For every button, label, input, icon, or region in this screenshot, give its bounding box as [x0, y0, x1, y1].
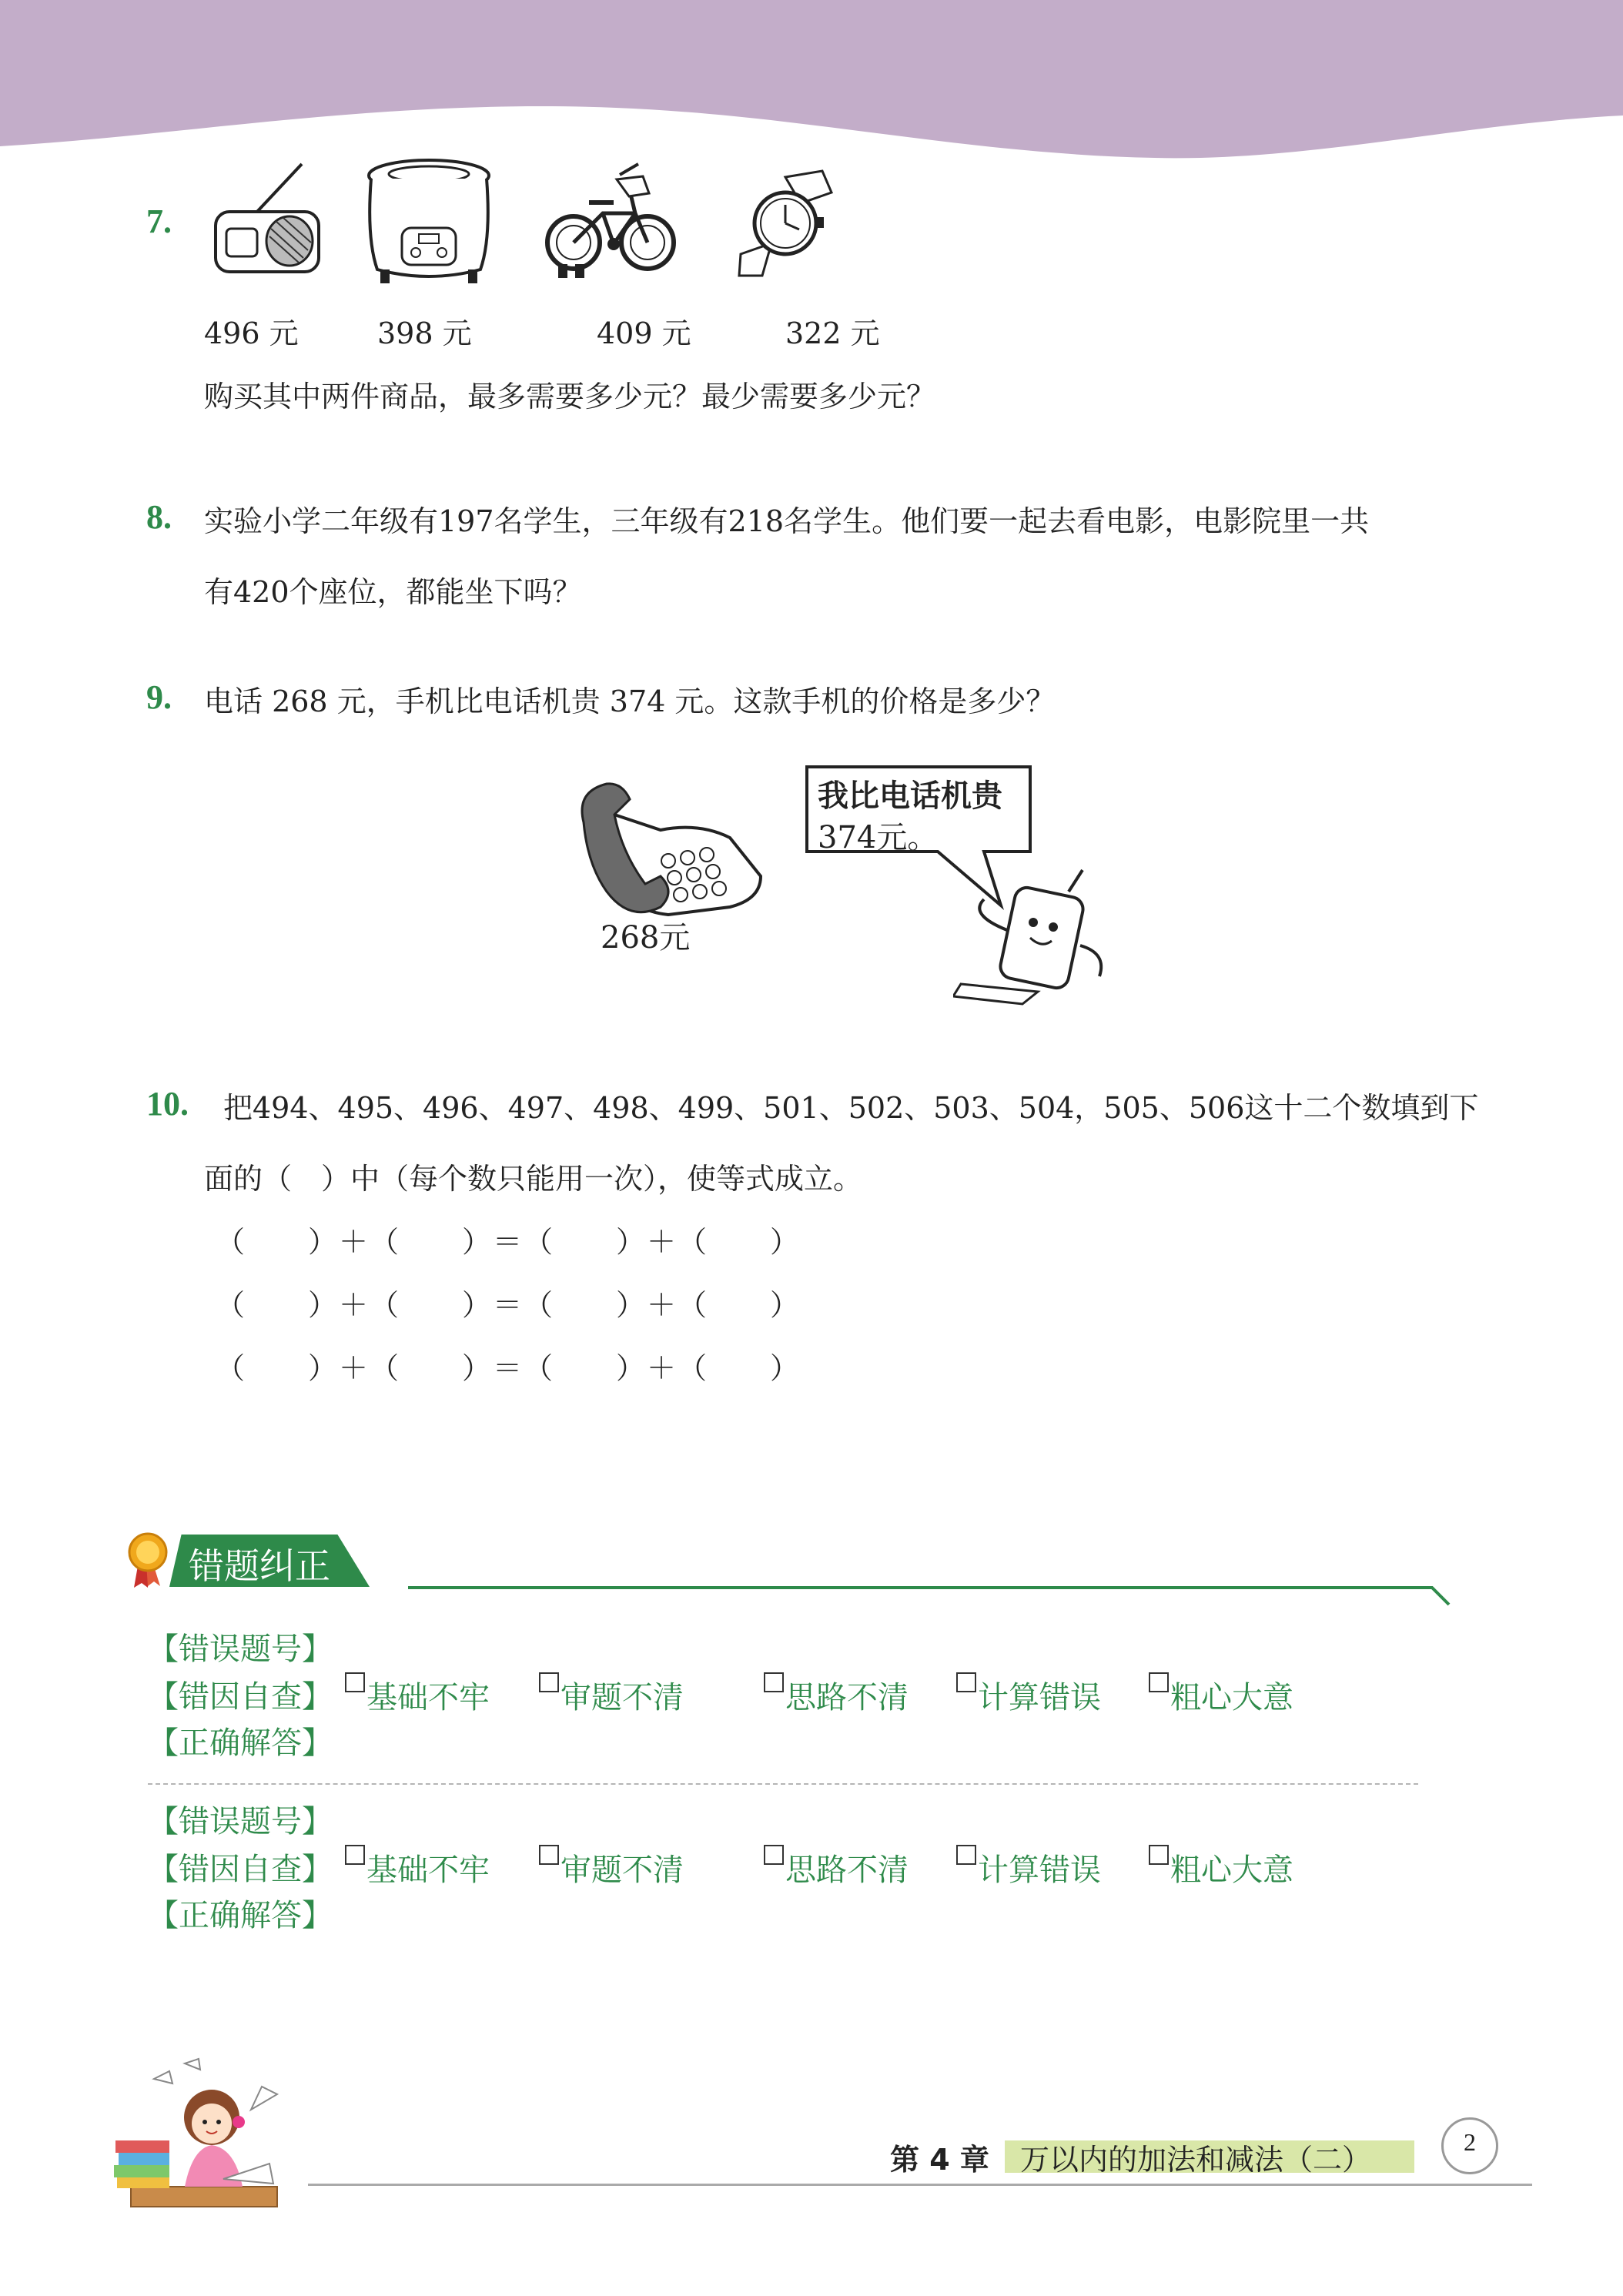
checkbox[interactable]	[345, 1845, 365, 1865]
question-7-number: 7.	[146, 202, 172, 240]
equation-row-3[interactable]: （ ）＋（ ）＝（ ）＋（ ）	[216, 1351, 801, 1385]
checkbox[interactable]	[539, 1845, 559, 1865]
checkbox[interactable]	[1149, 1672, 1169, 1692]
label-wrong-number-1: 【错误题号】	[148, 1632, 333, 1667]
option-foundation-2[interactable]	[345, 1845, 490, 1889]
option-label: 审题不清	[561, 1680, 684, 1715]
question-7-text: 购买其中两件商品，最多需要多少元？最少需要多少元？	[204, 380, 936, 413]
question-8-line-2: 有420个座位，都能坐下吗？	[204, 575, 582, 609]
question-10-line-1: 把494、495、496、497、498、499、501、502、503、504，505、506这十二个数填到下	[223, 1091, 1479, 1125]
label-wrong-number-2: 【错误题号】	[148, 1804, 333, 1839]
footer-rule	[308, 2184, 1532, 2186]
option-calculation-1[interactable]	[956, 1672, 1101, 1717]
option-label: 基础不牢	[366, 1853, 490, 1888]
option-thinking-1[interactable]	[764, 1672, 909, 1717]
option-label: 计算错误	[978, 1853, 1101, 1888]
question-10-number: 10.	[146, 1085, 189, 1123]
checkbox[interactable]	[764, 1845, 784, 1865]
page-number: 2	[1464, 2128, 1476, 2156]
bubble-text-line-1: 我比电话机贵	[818, 778, 1002, 814]
bicycle-price: 409 元	[597, 316, 691, 350]
wristwatch-price: 322 元	[785, 316, 880, 350]
question-9-number: 9.	[146, 678, 172, 716]
checkbox[interactable]	[345, 1672, 365, 1692]
option-reading-2[interactable]	[539, 1845, 684, 1889]
option-label: 粗心大意	[1170, 1853, 1293, 1888]
telephone-icon	[576, 776, 768, 930]
option-label: 基础不牢	[366, 1680, 490, 1715]
equation-row-1[interactable]: （ ）＋（ ）＝（ ）＋（ ）	[216, 1225, 801, 1259]
phone-price-label: 268元	[601, 920, 691, 956]
label-correct-answer-1: 【正确解答】	[148, 1725, 333, 1761]
option-label: 思路不清	[785, 1853, 909, 1888]
option-label: 审题不清	[561, 1853, 684, 1888]
radio-price: 496 元	[204, 316, 299, 350]
correction-title: 错题纠正	[189, 1545, 330, 1587]
checkbox[interactable]	[1149, 1845, 1169, 1865]
question-9-text: 电话 268 元，手机比电话机贵 374 元。这款手机的价格是多少？	[204, 684, 1056, 718]
chapter-title: 万以内的加法和减法（二）	[1020, 2143, 1372, 2177]
option-careless-2[interactable]	[1149, 1845, 1293, 1889]
question-8-line-1: 实验小学二年级有197名学生，三年级有218名学生。他们要一起去看电影，电影院里一共	[204, 504, 1370, 538]
option-label: 粗心大意	[1170, 1680, 1293, 1715]
radio-icon	[209, 158, 325, 277]
q9-illustration	[553, 745, 1111, 1007]
question-8-number: 8.	[146, 498, 172, 536]
medal-icon	[125, 1531, 171, 1589]
label-error-cause-2: 【错因自查】	[148, 1852, 333, 1887]
question-10-line-2: 面的（ ）中（每个数只能用一次），使等式成立。	[204, 1162, 863, 1196]
option-label: 思路不清	[785, 1680, 909, 1715]
label-correct-answer-2: 【正确解答】	[148, 1898, 333, 1933]
option-thinking-2[interactable]	[764, 1845, 909, 1889]
option-reading-1[interactable]	[539, 1672, 684, 1717]
chapter-number: 第 4 章	[890, 2143, 989, 2177]
checkbox[interactable]	[764, 1672, 784, 1692]
wristwatch-icon	[731, 169, 839, 277]
option-careless-1[interactable]	[1149, 1672, 1293, 1717]
label-error-cause-1: 【错因自查】	[148, 1679, 333, 1715]
correction-header-rule	[408, 1577, 1455, 1608]
bubble-text-line-2: 374元。	[818, 820, 939, 855]
rice-cooker-icon	[362, 154, 497, 289]
bicycle-icon	[543, 158, 678, 281]
option-calculation-2[interactable]	[956, 1845, 1101, 1889]
rice-cooker-price: 398 元	[377, 316, 472, 350]
option-label: 计算错误	[978, 1680, 1101, 1715]
cellphone-character-icon	[953, 869, 1107, 1007]
option-foundation-1[interactable]	[345, 1672, 490, 1717]
checkbox[interactable]	[539, 1672, 559, 1692]
student-reading-illustration	[108, 2048, 323, 2210]
block-divider	[148, 1783, 1418, 1785]
checkbox[interactable]	[956, 1672, 976, 1692]
checkbox[interactable]	[956, 1845, 976, 1865]
header-wave-band	[0, 0, 1623, 162]
equation-row-2[interactable]: （ ）＋（ ）＝（ ）＋（ ）	[216, 1288, 801, 1322]
